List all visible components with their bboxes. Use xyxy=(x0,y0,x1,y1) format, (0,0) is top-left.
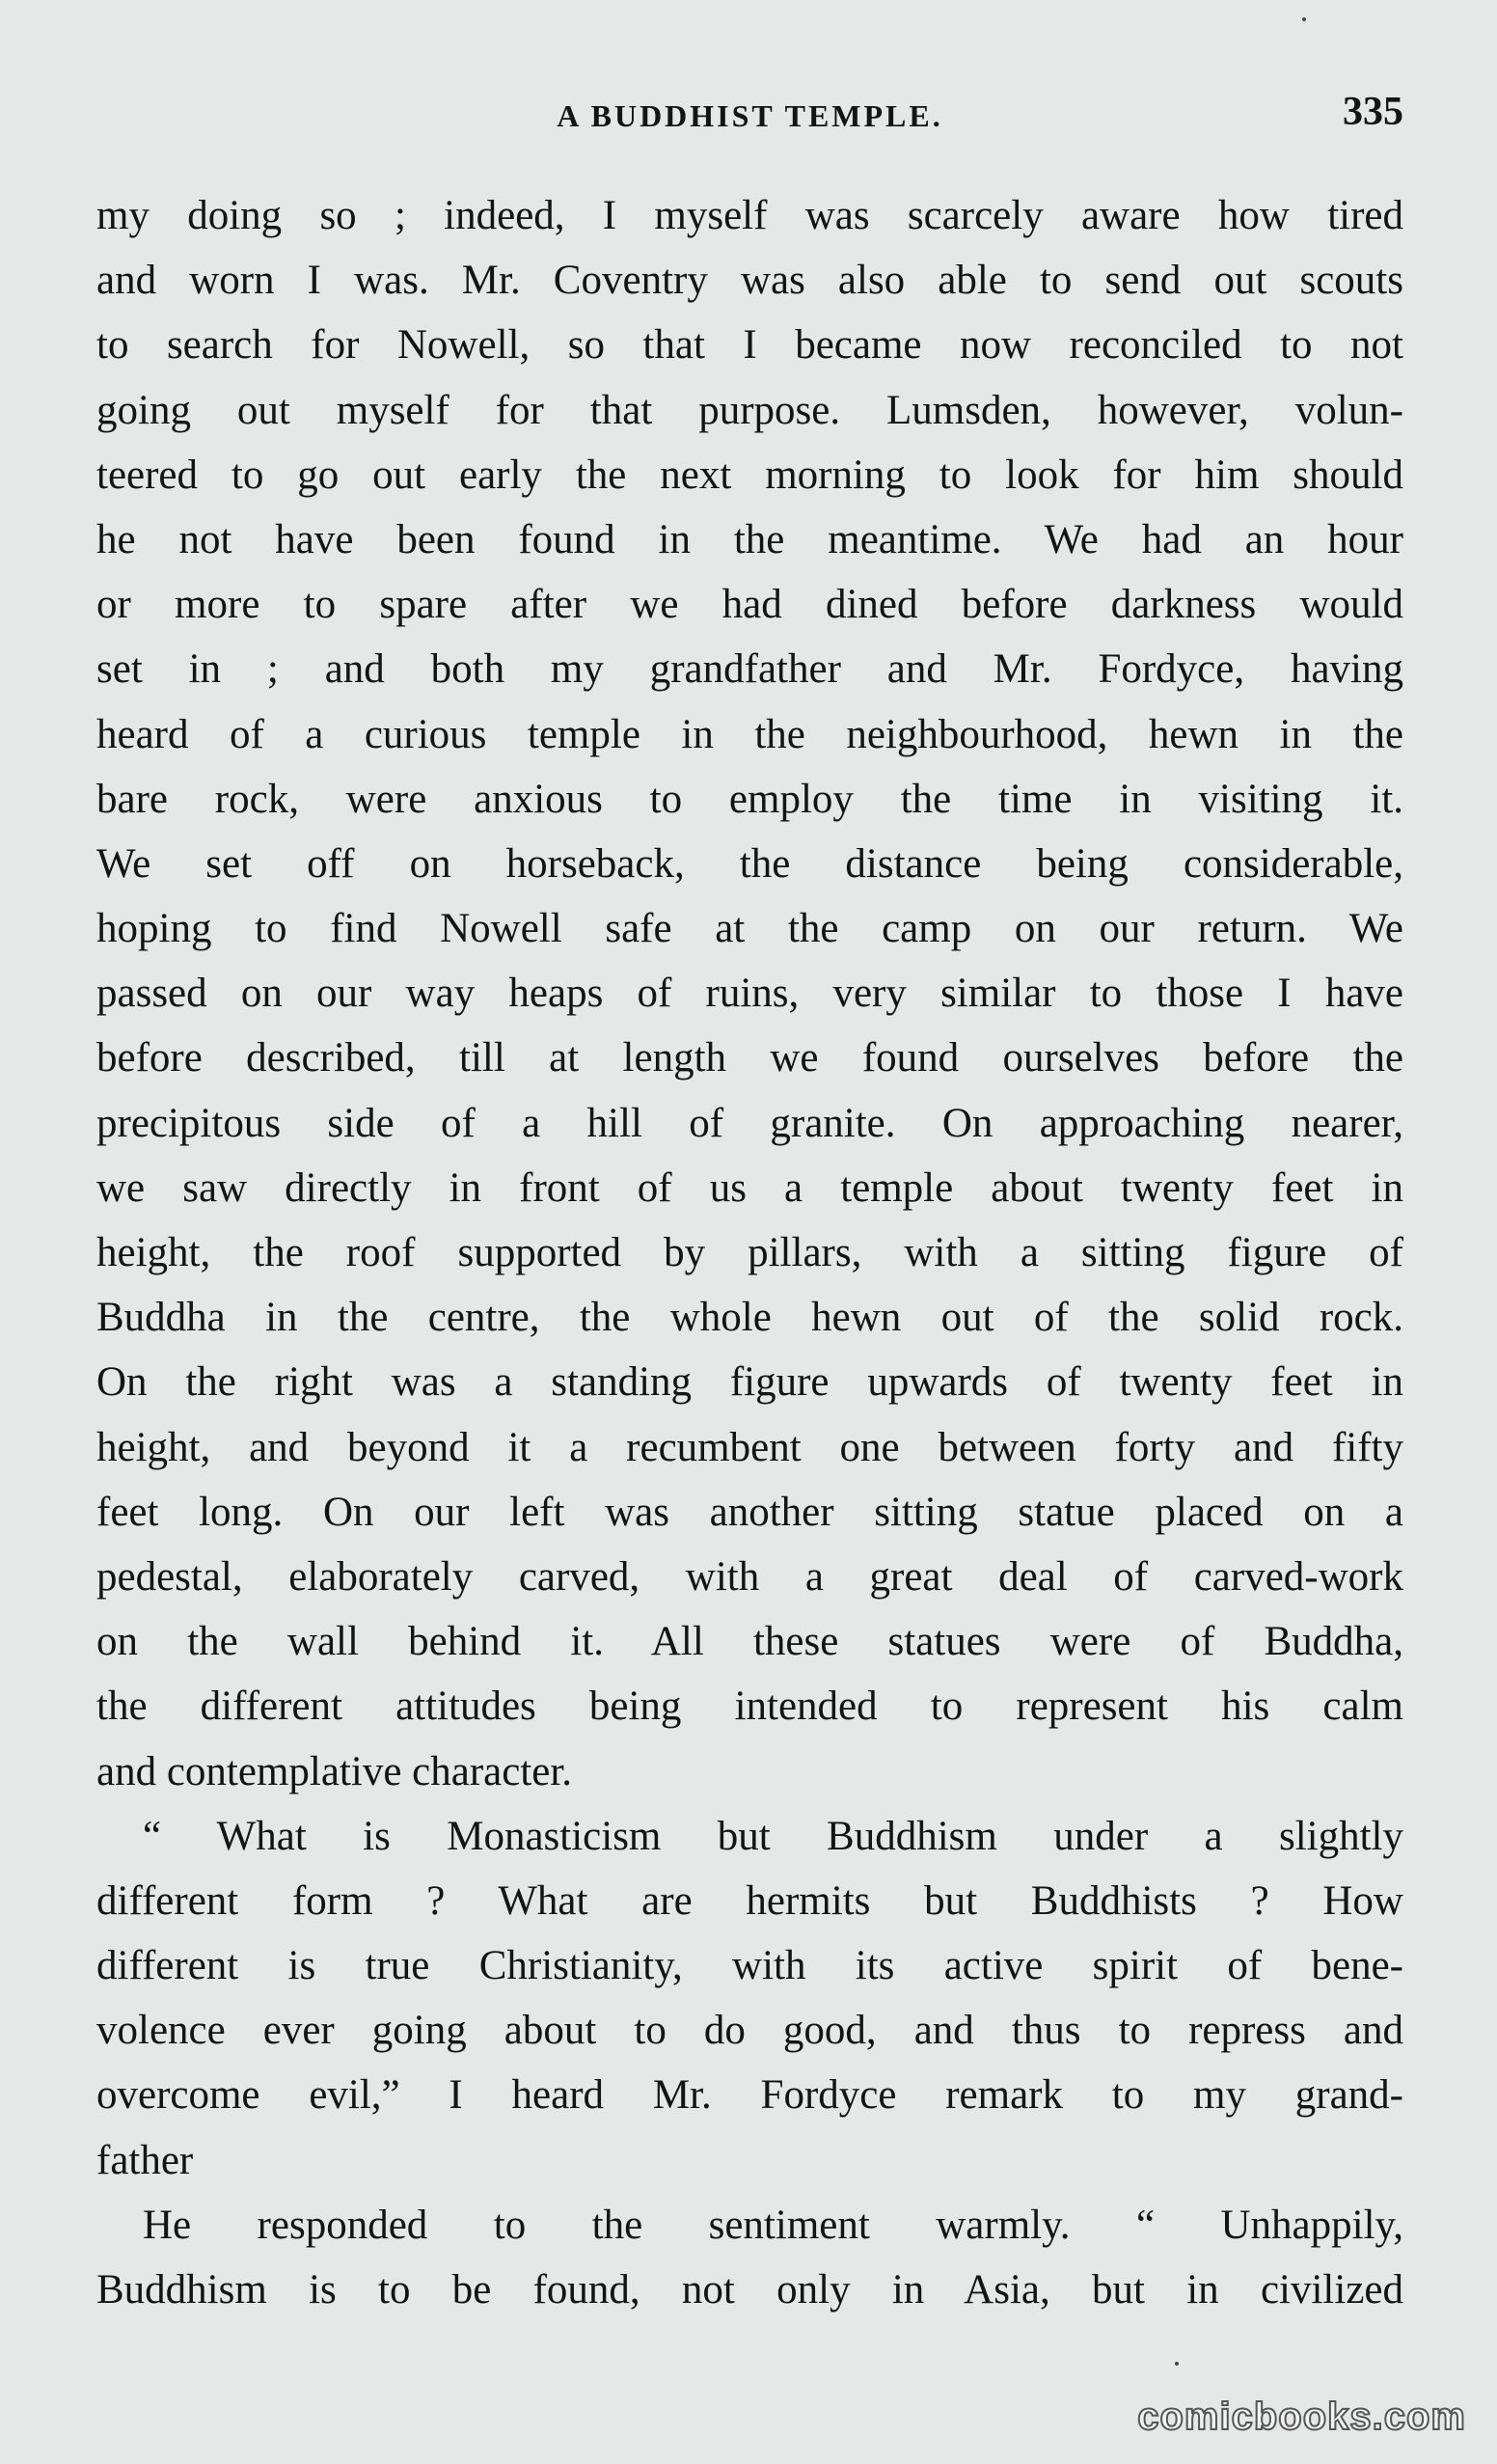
running-title: A BUDDHIST TEMPLE. xyxy=(557,98,943,133)
text-line: bare rock, were anxious to employ the time in visiting it. xyxy=(96,776,1403,822)
text-line: and worn I was. Mr. Coventry was also able to send out scouts xyxy=(96,258,1403,304)
text-line: the different attitudes being intended to represent his calm xyxy=(96,1684,1403,1730)
text-line: Buddha in the centre, the whole hewn out of the solid rock. xyxy=(96,1295,1403,1341)
text-line: height, and beyond it a recumbent one between forty and fifty xyxy=(96,1424,1403,1470)
print-speck xyxy=(1302,17,1306,21)
text-line: my doing so ; indeed, I myself was scarcely aware how tired xyxy=(96,193,1403,238)
paragraph-start-line: He responded to the sentiment warmly. “ Unhappily, xyxy=(143,2202,1403,2248)
text-line: we saw directly in front of us a temple about twenty feet in xyxy=(96,1164,1403,1211)
watermark-logo: comicbooks.com xyxy=(1137,2396,1466,2438)
text-line: to search for Nowell, so that I became now reconciled to not xyxy=(96,322,1403,369)
text-line: We set off on horseback, the distance being considerable, xyxy=(96,840,1403,887)
paragraph-end-line: father xyxy=(96,2137,194,2183)
running-head xyxy=(96,89,1403,147)
text-line: hoping to find Nowell safe at the camp on our return. We xyxy=(96,906,1403,952)
print-speck xyxy=(1175,2362,1179,2366)
paragraph-end-line: and contemplative character. xyxy=(96,1748,573,1794)
text-line: before described, till at length we found ourselves before the xyxy=(96,1035,1403,1081)
text-line: different is true Christianity, with its active spirit of bene- xyxy=(96,1943,1403,1989)
text-line: on the wall behind it. All these statues were of Buddha, xyxy=(96,1619,1403,1665)
text-line: teered to go out early the next morning to look for him should xyxy=(96,452,1403,498)
text-line: passed on our way heaps of ruins, very similar to those I have xyxy=(96,971,1403,1017)
text-line: precipitous side of a hill of granite. On approaching nearer, xyxy=(96,1100,1403,1146)
text-line: heard of a curious temple in the neighbourhood, hewn in the xyxy=(96,711,1403,757)
text-line: volence ever going about to do good, and thus to repress and xyxy=(96,2008,1403,2054)
body-text xyxy=(96,183,1403,2322)
text-line: height, the roof supported by pillars, with a sitting figure of xyxy=(96,1230,1403,1275)
paragraph-start-line: “ What is Monasticism but Buddhism under a slightly xyxy=(143,1813,1403,1859)
text-line: Buddhism is to be found, not only in Asia, but in civilized xyxy=(96,2267,1403,2313)
page-number: 335 xyxy=(1343,90,1403,134)
text-line: overcome evil,” I heard Mr. Fordyce remark to my grand- xyxy=(96,2072,1403,2119)
text-line: On the right was a standing figure upwards of twenty feet in xyxy=(96,1359,1403,1406)
text-line: different form ? What are hermits but Buddhists ? How xyxy=(96,1877,1403,1924)
text-line: pedestal, elaborately carved, with a great deal of carved-work xyxy=(96,1553,1403,1600)
text-line: set in ; and both my grandfather and Mr. Fordyce, having xyxy=(96,646,1403,693)
text-line: or more to spare after we had dined before darkness would xyxy=(96,582,1403,628)
text-line: feet long. On our left was another sitting statue placed on a xyxy=(96,1489,1403,1535)
text-line: he not have been found in the meantime. We had an hour xyxy=(96,516,1403,562)
text-line: going out myself for that purpose. Lumsden, however, volun- xyxy=(96,387,1403,433)
